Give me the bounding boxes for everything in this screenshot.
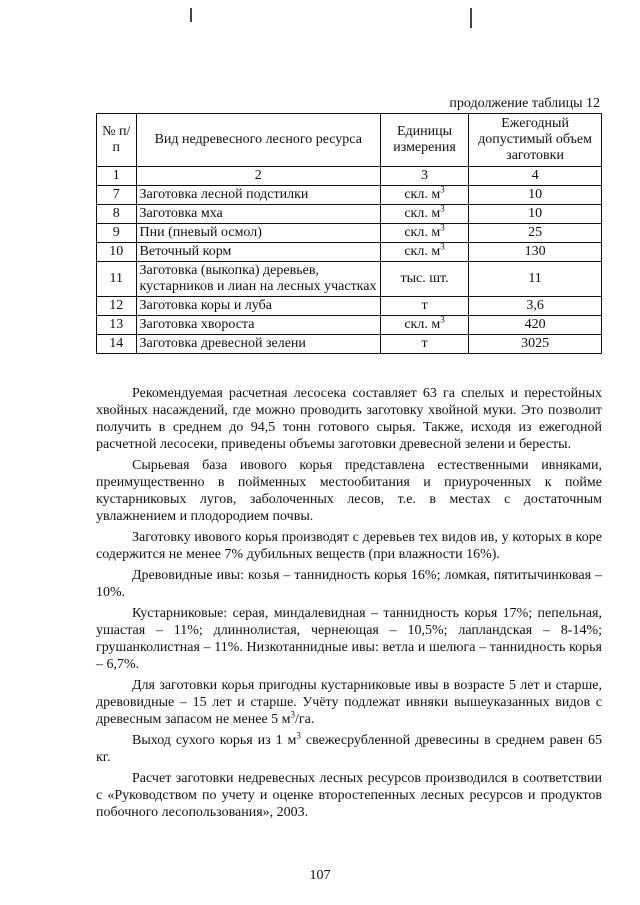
row-unit xyxy=(380,316,468,335)
row-unit xyxy=(380,262,468,297)
unit-text: т xyxy=(421,298,428,313)
row-volume: 3025 xyxy=(469,335,602,354)
paragraph: Заготовку ивового корья производят с деревьев тех видов ив, у которых в коре содержится не менее 7% дубильных веществ (при влажности 16%). xyxy=(96,530,602,562)
row-num: 12 xyxy=(97,297,137,316)
paragraph-text: свежесрубленной древесины в среднем равен 65 кг. xyxy=(96,733,602,765)
row-num: 11 xyxy=(97,262,137,297)
row-num: 14 xyxy=(97,335,137,354)
table-row xyxy=(97,316,602,335)
row-unit xyxy=(380,186,468,205)
unit-text: тыс. шт. xyxy=(400,271,449,286)
header-num: № п/п xyxy=(97,114,137,167)
paragraph: Древовидные ивы: козья – таннидность корья 16%; ломкая, пятитычинковая – 10%. xyxy=(96,568,602,600)
unit-sup: 3 xyxy=(440,203,445,214)
row-num: 9 xyxy=(97,224,137,243)
row-num: 7 xyxy=(97,186,137,205)
paragraph-sup: 3 xyxy=(290,709,296,720)
resource-table xyxy=(96,113,602,354)
paragraph xyxy=(96,677,602,728)
header-unit: Единицы измерения xyxy=(380,114,468,167)
row-name: Пни (пневый осмол) xyxy=(136,224,380,243)
row-name: Веточный корм xyxy=(136,243,380,262)
row-volume: 420 xyxy=(469,316,602,335)
unit-text: скл. м xyxy=(404,317,441,332)
header-volume: Ежегодный допустимый объем заготовки xyxy=(469,114,602,167)
row-volume: 10 xyxy=(469,205,602,224)
header-name: Вид недревесного лесного ресурса xyxy=(136,114,380,167)
index-cell: 4 xyxy=(469,167,602,186)
table-row xyxy=(97,335,602,354)
row-name: Заготовка мха xyxy=(136,205,380,224)
body-text xyxy=(96,385,602,825)
paragraph-text: /га. xyxy=(295,712,315,727)
row-volume: 25 xyxy=(469,224,602,243)
table-caption: продолжение таблицы 12 xyxy=(449,96,600,111)
paragraph: Рекомендуемая расчетная лесосека составляет 63 га спелых и перестойных хвойных насаждений, где можно проводить заготовку хвойной муки. Это позволит получить в среднем до 94,5 тонн готового сырья. Также, исходя из ежегодной расчетной лесосеки, приведены объемы заготовки древесной зелени и бересты. xyxy=(96,386,602,452)
index-cell: 3 xyxy=(380,167,468,186)
row-unit xyxy=(380,335,468,354)
table-row xyxy=(97,243,602,262)
table-row xyxy=(97,224,602,243)
paragraph-text: Для заготовки корья пригодны кустарниковые ивы в возрасте 5 лет и старше, древовидные – 15 лет и старше. Учёту подлежат ивняки вышеуказанных видов с древесным запасом не менее 5 м xyxy=(96,678,602,727)
row-unit xyxy=(380,243,468,262)
unit-text: скл. м xyxy=(404,187,441,202)
row-unit xyxy=(380,297,468,316)
scan-artifact-left xyxy=(190,8,192,22)
row-volume: 10 xyxy=(469,186,602,205)
row-num: 13 xyxy=(97,316,137,335)
table-row xyxy=(97,262,602,297)
unit-text: скл. м xyxy=(404,206,441,221)
index-cell: 2 xyxy=(136,167,380,186)
paragraph: Кустарниковые: серая, миндалевидная – таннидность корья 17%; пепельная, ушастая – 11%; длиннолистая, чернеющая – 10,5%; лапландская – 8-14%; грушанколистная – 11%. Низкотаннидные ивы: ветла и шелюга – таннидность корья – 6,7%. xyxy=(96,606,602,672)
row-name: Заготовка коры и луба xyxy=(136,297,380,316)
unit-sup: 3 xyxy=(440,314,445,325)
row-name: Заготовка древесной зелени xyxy=(136,335,380,354)
scan-artifact-right xyxy=(470,8,472,28)
paragraph: Расчет заготовки недревесных лесных ресурсов производился в соответствии с «Руководством по учету и оценке второстепенных лесных ресурсов и продуктов побочного лесопользования», 2003. xyxy=(96,771,602,820)
paragraph xyxy=(96,732,602,766)
paragraph-sup: 3 xyxy=(296,730,301,741)
table-header-row xyxy=(97,114,602,167)
unit-sup: 3 xyxy=(440,241,445,252)
row-name: Заготовка хвороста xyxy=(136,316,380,335)
table-index-row xyxy=(97,167,602,186)
paragraph: Сырьевая база ивового корья представлена естественными ивняками, преимущественно в пойменных местообитания и приуроченных к пойме кустарниковых лугов, заболоченных лесов, т.е. в местах с достаточным увлажнением и плодородием почвы. xyxy=(96,458,602,524)
row-unit xyxy=(380,224,468,243)
unit-sup: 3 xyxy=(440,222,445,233)
unit-text: скл. м xyxy=(404,225,441,240)
page-number: 107 xyxy=(309,868,331,883)
row-unit xyxy=(380,205,468,224)
index-cell: 1 xyxy=(97,167,137,186)
row-volume: 3,6 xyxy=(469,297,602,316)
row-num: 8 xyxy=(97,205,137,224)
table-row xyxy=(97,186,602,205)
row-name: Заготовка лесной подстилки xyxy=(136,186,380,205)
row-volume: 11 xyxy=(469,262,602,297)
row-name: Заготовка (выкопка) деревьев, кустарников и лиан на лесных участках xyxy=(136,262,380,297)
unit-sup: 3 xyxy=(440,184,445,195)
unit-text: скл. м xyxy=(404,244,441,259)
unit-text: т xyxy=(421,336,428,351)
paragraph-text: Выход сухого корья из 1 м xyxy=(132,733,297,748)
row-num: 10 xyxy=(97,243,137,262)
table-row xyxy=(97,297,602,316)
row-volume: 130 xyxy=(469,243,602,262)
table-row xyxy=(97,205,602,224)
